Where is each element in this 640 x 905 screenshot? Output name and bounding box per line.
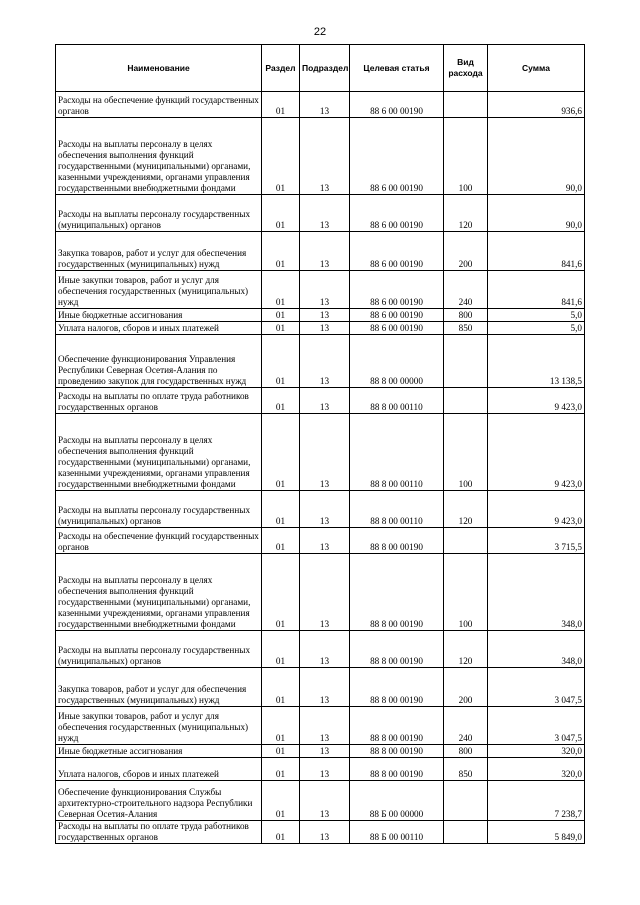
row-subsection: 13 bbox=[300, 491, 350, 528]
row-section: 01 bbox=[262, 758, 300, 781]
row-sum: 841,6 bbox=[488, 232, 585, 271]
header-section: Раздел bbox=[262, 45, 300, 92]
row-kind: 120 bbox=[444, 631, 488, 668]
row-target: 88 6 00 00190 bbox=[350, 195, 444, 232]
row-subsection: 13 bbox=[300, 322, 350, 335]
row-section: 01 bbox=[262, 388, 300, 414]
row-name: Уплата налогов, сборов и иных платежей bbox=[56, 322, 262, 335]
row-target: 88 8 00 00190 bbox=[350, 528, 444, 554]
row-subsection: 13 bbox=[300, 195, 350, 232]
page-number: 22 bbox=[313, 26, 327, 38]
row-target: 88 8 00 00000 bbox=[350, 335, 444, 388]
row-name: Расходы на выплаты по оплате труда работников государственных органов bbox=[56, 821, 262, 844]
row-section: 01 bbox=[262, 668, 300, 707]
row-name: Расходы на обеспечение функций государственных органов bbox=[56, 528, 262, 554]
row-subsection: 13 bbox=[300, 528, 350, 554]
row-sum: 90,0 bbox=[488, 118, 585, 195]
row-name: Расходы на выплаты персоналу в целях обеспечения выполнения функций государственными (муниципальными) органами, казенными учреждениями, органами управления государственными внебюджетными фондами bbox=[56, 554, 262, 631]
row-subsection: 13 bbox=[300, 821, 350, 844]
row-name: Расходы на выплаты персоналу государственных (муниципальных) органов bbox=[56, 631, 262, 668]
row-target: 88 8 00 00110 bbox=[350, 414, 444, 491]
row-subsection: 13 bbox=[300, 668, 350, 707]
row-kind: 850 bbox=[444, 322, 488, 335]
row-kind: 800 bbox=[444, 309, 488, 322]
row-kind: 200 bbox=[444, 668, 488, 707]
row-target: 88 8 00 00190 bbox=[350, 707, 444, 745]
table-row bbox=[56, 631, 585, 668]
row-subsection: 13 bbox=[300, 118, 350, 195]
row-sum: 841,6 bbox=[488, 271, 585, 309]
row-sum: 936,6 bbox=[488, 92, 585, 118]
row-section: 01 bbox=[262, 781, 300, 821]
row-target: 88 8 00 00110 bbox=[350, 388, 444, 414]
row-name: Расходы на обеспечение функций государственных органов bbox=[56, 92, 262, 118]
row-subsection: 13 bbox=[300, 335, 350, 388]
table-row bbox=[56, 271, 585, 309]
row-sum: 3 047,5 bbox=[488, 668, 585, 707]
row-target: 88 6 00 00190 bbox=[350, 92, 444, 118]
row-target: 88 6 00 00190 bbox=[350, 271, 444, 309]
table-row bbox=[56, 707, 585, 745]
row-sum: 90,0 bbox=[488, 195, 585, 232]
row-target: 88 8 00 00110 bbox=[350, 491, 444, 528]
table-row bbox=[56, 781, 585, 821]
table-row bbox=[56, 92, 585, 118]
row-subsection: 13 bbox=[300, 309, 350, 322]
row-kind: 800 bbox=[444, 745, 488, 758]
table-row bbox=[56, 491, 585, 528]
table-row bbox=[56, 195, 585, 232]
header-subsection: Подраздел bbox=[300, 45, 350, 92]
row-section: 01 bbox=[262, 322, 300, 335]
row-target: 88 Б 00 00110 bbox=[350, 821, 444, 844]
row-section: 01 bbox=[262, 554, 300, 631]
row-kind: 100 bbox=[444, 554, 488, 631]
row-target: 88 6 00 00190 bbox=[350, 309, 444, 322]
table-row bbox=[56, 821, 585, 844]
row-subsection: 13 bbox=[300, 554, 350, 631]
row-target: 88 Б 00 00000 bbox=[350, 781, 444, 821]
row-kind bbox=[444, 388, 488, 414]
row-sum: 320,0 bbox=[488, 745, 585, 758]
row-section: 01 bbox=[262, 309, 300, 322]
row-section: 01 bbox=[262, 271, 300, 309]
table-row bbox=[56, 322, 585, 335]
table-row bbox=[56, 745, 585, 758]
row-kind bbox=[444, 92, 488, 118]
row-kind: 100 bbox=[444, 118, 488, 195]
row-section: 01 bbox=[262, 118, 300, 195]
row-section: 01 bbox=[262, 232, 300, 271]
row-section: 01 bbox=[262, 745, 300, 758]
header-target: Целевая статья bbox=[350, 45, 444, 92]
table-row bbox=[56, 118, 585, 195]
row-section: 01 bbox=[262, 491, 300, 528]
table-row bbox=[56, 414, 585, 491]
row-name: Уплата налогов, сборов и иных платежей bbox=[56, 758, 262, 781]
row-subsection: 13 bbox=[300, 92, 350, 118]
table-row bbox=[56, 528, 585, 554]
row-target: 88 6 00 00190 bbox=[350, 118, 444, 195]
row-section: 01 bbox=[262, 92, 300, 118]
header-name: Наименование bbox=[56, 45, 262, 92]
row-sum: 320,0 bbox=[488, 758, 585, 781]
row-sum: 7 238,7 bbox=[488, 781, 585, 821]
table-row bbox=[56, 335, 585, 388]
row-name: Иные закупки товаров, работ и услуг для обеспечения государственных (муниципальных) нужд bbox=[56, 271, 262, 309]
table-row bbox=[56, 668, 585, 707]
row-target: 88 8 00 00190 bbox=[350, 668, 444, 707]
row-section: 01 bbox=[262, 631, 300, 668]
row-name: Иные закупки товаров, работ и услуг для обеспечения государственных (муниципальных) нужд bbox=[56, 707, 262, 745]
row-section: 01 bbox=[262, 414, 300, 491]
row-subsection: 13 bbox=[300, 631, 350, 668]
table-header-row bbox=[56, 45, 585, 92]
row-sum: 9 423,0 bbox=[488, 491, 585, 528]
row-subsection: 13 bbox=[300, 388, 350, 414]
row-kind: 240 bbox=[444, 271, 488, 309]
row-name: Закупка товаров, работ и услуг для обеспечения государственных (муниципальных) нужд bbox=[56, 668, 262, 707]
row-kind bbox=[444, 528, 488, 554]
table-row bbox=[56, 388, 585, 414]
header-sum: Сумма bbox=[488, 45, 585, 92]
row-sum: 5 849,0 bbox=[488, 821, 585, 844]
table-body bbox=[56, 92, 585, 844]
row-kind: 120 bbox=[444, 195, 488, 232]
row-target: 88 6 00 00190 bbox=[350, 322, 444, 335]
row-kind: 200 bbox=[444, 232, 488, 271]
row-sum: 9 423,0 bbox=[488, 388, 585, 414]
header-kind: Вид расхода bbox=[444, 45, 488, 92]
table-row bbox=[56, 758, 585, 781]
row-name: Расходы на выплаты по оплате труда работников государственных органов bbox=[56, 388, 262, 414]
table-row bbox=[56, 554, 585, 631]
row-sum: 9 423,0 bbox=[488, 414, 585, 491]
row-kind: 850 bbox=[444, 758, 488, 781]
row-name: Расходы на выплаты персоналу в целях обеспечения выполнения функций государственными (муниципальными) органами, казенными учреждениями, органами управления государственными внебюджетными фондами bbox=[56, 414, 262, 491]
row-sum: 13 138,5 bbox=[488, 335, 585, 388]
row-subsection: 13 bbox=[300, 271, 350, 309]
row-target: 88 8 00 00190 bbox=[350, 554, 444, 631]
row-section: 01 bbox=[262, 707, 300, 745]
row-target: 88 8 00 00190 bbox=[350, 631, 444, 668]
row-section: 01 bbox=[262, 821, 300, 844]
row-name: Обеспечение функционирования Управления Республики Северная Осетия-Алания по проведению закупок для государственных нужд bbox=[56, 335, 262, 388]
row-subsection: 13 bbox=[300, 758, 350, 781]
table-row bbox=[56, 232, 585, 271]
row-subsection: 13 bbox=[300, 707, 350, 745]
row-subsection: 13 bbox=[300, 232, 350, 271]
row-subsection: 13 bbox=[300, 745, 350, 758]
row-target: 88 8 00 00190 bbox=[350, 745, 444, 758]
row-kind bbox=[444, 335, 488, 388]
row-name: Иные бюджетные ассигнования bbox=[56, 745, 262, 758]
row-kind: 240 bbox=[444, 707, 488, 745]
row-sum: 5,0 bbox=[488, 322, 585, 335]
row-section: 01 bbox=[262, 528, 300, 554]
row-target: 88 6 00 00190 bbox=[350, 232, 444, 271]
row-sum: 5,0 bbox=[488, 309, 585, 322]
table-row bbox=[56, 309, 585, 322]
row-name: Расходы на выплаты персоналу государственных (муниципальных) органов bbox=[56, 491, 262, 528]
row-name: Расходы на выплаты персоналу в целях обеспечения выполнения функций государственными (муниципальными) органами, казенными учреждениями, органами управления государственными внебюджетными фондами bbox=[56, 118, 262, 195]
row-subsection: 13 bbox=[300, 414, 350, 491]
row-section: 01 bbox=[262, 335, 300, 388]
row-sum: 3 715,5 bbox=[488, 528, 585, 554]
row-name: Иные бюджетные ассигнования bbox=[56, 309, 262, 322]
row-sum: 3 047,5 bbox=[488, 707, 585, 745]
row-section: 01 bbox=[262, 195, 300, 232]
row-name: Закупка товаров, работ и услуг для обеспечения государственных (муниципальных) нужд bbox=[56, 232, 262, 271]
row-kind bbox=[444, 821, 488, 844]
row-kind bbox=[444, 781, 488, 821]
row-subsection: 13 bbox=[300, 781, 350, 821]
row-target: 88 8 00 00190 bbox=[350, 758, 444, 781]
row-name: Расходы на выплаты персоналу государственных (муниципальных) органов bbox=[56, 195, 262, 232]
row-kind: 100 bbox=[444, 414, 488, 491]
row-sum: 348,0 bbox=[488, 631, 585, 668]
row-sum: 348,0 bbox=[488, 554, 585, 631]
budget-table bbox=[55, 44, 585, 844]
row-name: Обеспечение функционирования Службы архитектурно-строительного надзора Республики Северная Осетия-Алания bbox=[56, 781, 262, 821]
row-kind: 120 bbox=[444, 491, 488, 528]
